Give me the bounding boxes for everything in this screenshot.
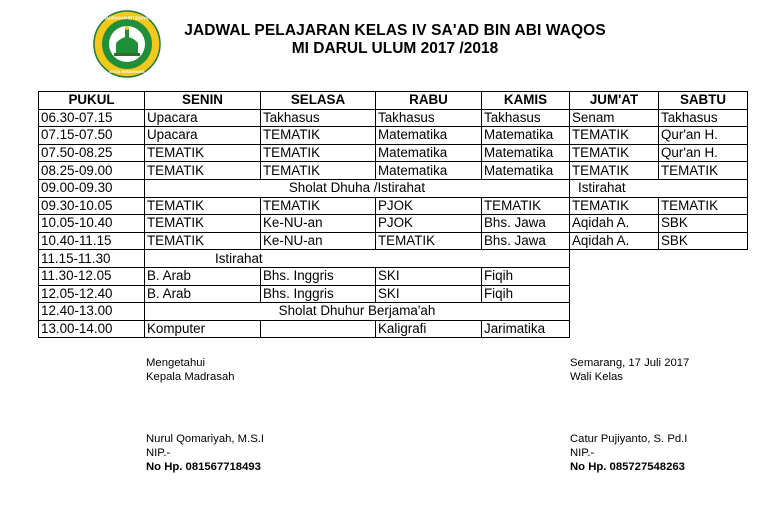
col-header-jumat: JUM'AT	[570, 92, 659, 110]
subject-cell: Upacara	[145, 109, 261, 127]
subject-cell: TEMATIK	[570, 162, 659, 180]
break-label: Sholat Dhuha /Istirahat	[145, 179, 570, 197]
sig-right-name: Catur Pujiyanto, S. Pd.I	[570, 433, 688, 445]
time-cell: 06.30-07.15	[39, 109, 145, 127]
subject-cell: TEMATIK	[570, 197, 659, 215]
subject-cell: B. Arab	[145, 267, 261, 285]
table-row	[39, 109, 748, 127]
subject-cell: SKI	[376, 267, 482, 285]
break-label-friday: Istirahat	[570, 179, 748, 197]
subject-cell: Qur'an H.	[659, 144, 748, 162]
subject-cell: TEMATIK	[261, 127, 376, 145]
subject-cell: Bhs. Jawa	[482, 232, 570, 250]
subject-cell: Takhasus	[261, 109, 376, 127]
time-cell: 07.15-07.50	[39, 127, 145, 145]
sig-left-phone: No Hp. 081567718493	[146, 461, 261, 473]
subject-cell: B. Arab	[145, 285, 261, 303]
time-cell: 11.30-12.05	[39, 267, 145, 285]
subject-cell: Takhasus	[376, 109, 482, 127]
subject-cell: TEMATIK	[659, 162, 748, 180]
table-row	[39, 162, 748, 180]
sig-left-line2: Kepala Madrasah	[146, 371, 235, 383]
sig-left-name: Nurul Qomariyah, M.S.I	[146, 433, 265, 445]
subject-cell: PJOK	[376, 215, 482, 233]
time-cell: 12.40-13.00	[39, 303, 145, 321]
empty-cell	[570, 250, 748, 268]
break-row	[39, 179, 748, 197]
col-header-kamis: KAMIS	[482, 92, 570, 110]
subject-cell: Takhasus	[659, 109, 748, 127]
sig-right-phone: No Hp. 085727548263	[570, 461, 685, 473]
subject-cell: TEMATIK	[482, 197, 570, 215]
subject-cell: Matematika	[482, 144, 570, 162]
subject-cell: Aqidah A.	[570, 232, 659, 250]
time-cell: 13.00-14.00	[39, 320, 145, 338]
empty-cell	[570, 267, 748, 285]
break-label: Istirahat	[145, 250, 570, 268]
subject-cell: Bhs. Inggris	[261, 285, 376, 303]
signature-left-heading	[146, 356, 235, 384]
logo-text-bottom: KOTA SEMARANG	[109, 69, 145, 74]
sig-right-line1: Semarang, 17 Juli 2017	[570, 357, 690, 369]
subject-cell: TEMATIK	[145, 232, 261, 250]
col-header-selasa: SELASA	[261, 92, 376, 110]
signature-right-heading	[570, 356, 689, 384]
madrasah-logo	[92, 9, 162, 79]
subject-cell: Matematika	[482, 127, 570, 145]
table-row	[39, 197, 748, 215]
table-header-row	[39, 92, 748, 110]
subject-cell: TEMATIK	[376, 232, 482, 250]
time-cell: 09.00-09.30	[39, 179, 145, 197]
break-row	[39, 250, 748, 268]
subject-cell: Matematika	[376, 144, 482, 162]
subject-cell: Bhs. Inggris	[261, 267, 376, 285]
subject-cell: Upacara	[145, 127, 261, 145]
sig-left-nip: NIP.-	[146, 447, 171, 459]
time-cell: 12.05-12.40	[39, 285, 145, 303]
time-cell: 10.40-11.15	[39, 232, 145, 250]
page-subtitle: MI DARUL ULUM 2017 /2018	[291, 40, 499, 57]
subject-cell: Senam	[570, 109, 659, 127]
subject-cell: Matematika	[376, 127, 482, 145]
subject-cell: TEMATIK	[145, 144, 261, 162]
subject-cell: TEMATIK	[659, 197, 748, 215]
time-cell: 11.15-11.30	[39, 250, 145, 268]
empty-cell	[570, 285, 748, 303]
subject-cell: Jarimatika	[482, 320, 570, 338]
col-header-pukul: PUKUL	[39, 92, 145, 110]
page-title: JADWAL PELAJARAN KELAS IV SA'AD BIN ABI WAQOS	[184, 22, 606, 39]
subject-cell: SBK	[659, 215, 748, 233]
subject-cell: TEMATIK	[261, 197, 376, 215]
table-row	[39, 144, 748, 162]
subject-cell: TEMATIK	[570, 127, 659, 145]
subject-cell: Takhasus	[482, 109, 570, 127]
time-cell: 09.30-10.05	[39, 197, 145, 215]
subject-cell: Aqidah A.	[570, 215, 659, 233]
schedule-table	[38, 91, 748, 338]
subject-cell: Bhs. Jawa	[482, 215, 570, 233]
col-header-rabu: RABU	[376, 92, 482, 110]
signature-left-block	[146, 432, 264, 474]
subject-cell: TEMATIK	[261, 144, 376, 162]
break-label: Sholat Dhuhur Berjama'ah	[145, 303, 570, 321]
logo-text-top: MADRASAH IBTIDAIYAH	[102, 15, 152, 21]
subject-cell: Komputer	[145, 320, 261, 338]
subject-cell: TEMATIK	[145, 215, 261, 233]
subject-cell: Ke-NU-an	[261, 215, 376, 233]
time-cell: 10.05-10.40	[39, 215, 145, 233]
table-row	[39, 215, 748, 233]
subject-cell: TEMATIK	[145, 197, 261, 215]
sig-left-line1: Mengetahui	[146, 357, 206, 369]
subject-cell: SBK	[659, 232, 748, 250]
table-row	[39, 285, 748, 303]
table-row	[39, 320, 748, 338]
col-header-senin: SENIN	[145, 92, 261, 110]
sig-right-nip: NIP.-	[570, 447, 595, 459]
subject-cell: TEMATIK	[145, 162, 261, 180]
subject-cell	[261, 320, 376, 338]
subject-cell: TEMATIK	[570, 144, 659, 162]
table-row	[39, 127, 748, 145]
subject-cell: SKI	[376, 285, 482, 303]
subject-cell: Kaligrafi	[376, 320, 482, 338]
subject-cell: Matematika	[482, 162, 570, 180]
sig-right-line2: Wali Kelas	[570, 371, 623, 383]
table-row	[39, 232, 748, 250]
time-cell: 08.25-09.00	[39, 162, 145, 180]
subject-cell: PJOK	[376, 197, 482, 215]
time-cell: 07.50-08.25	[39, 144, 145, 162]
subject-cell: Ke-NU-an	[261, 232, 376, 250]
subject-cell: TEMATIK	[261, 162, 376, 180]
empty-cell	[570, 320, 748, 338]
empty-cell	[570, 303, 748, 321]
table-row	[39, 267, 748, 285]
break-row	[39, 303, 748, 321]
subject-cell: Qur'an H.	[659, 127, 748, 145]
subject-cell: Fiqih	[482, 285, 570, 303]
subject-cell: Fiqih	[482, 267, 570, 285]
subject-cell: Matematika	[376, 162, 482, 180]
signature-right-block	[570, 432, 687, 474]
col-header-sabtu: SABTU	[659, 92, 748, 110]
